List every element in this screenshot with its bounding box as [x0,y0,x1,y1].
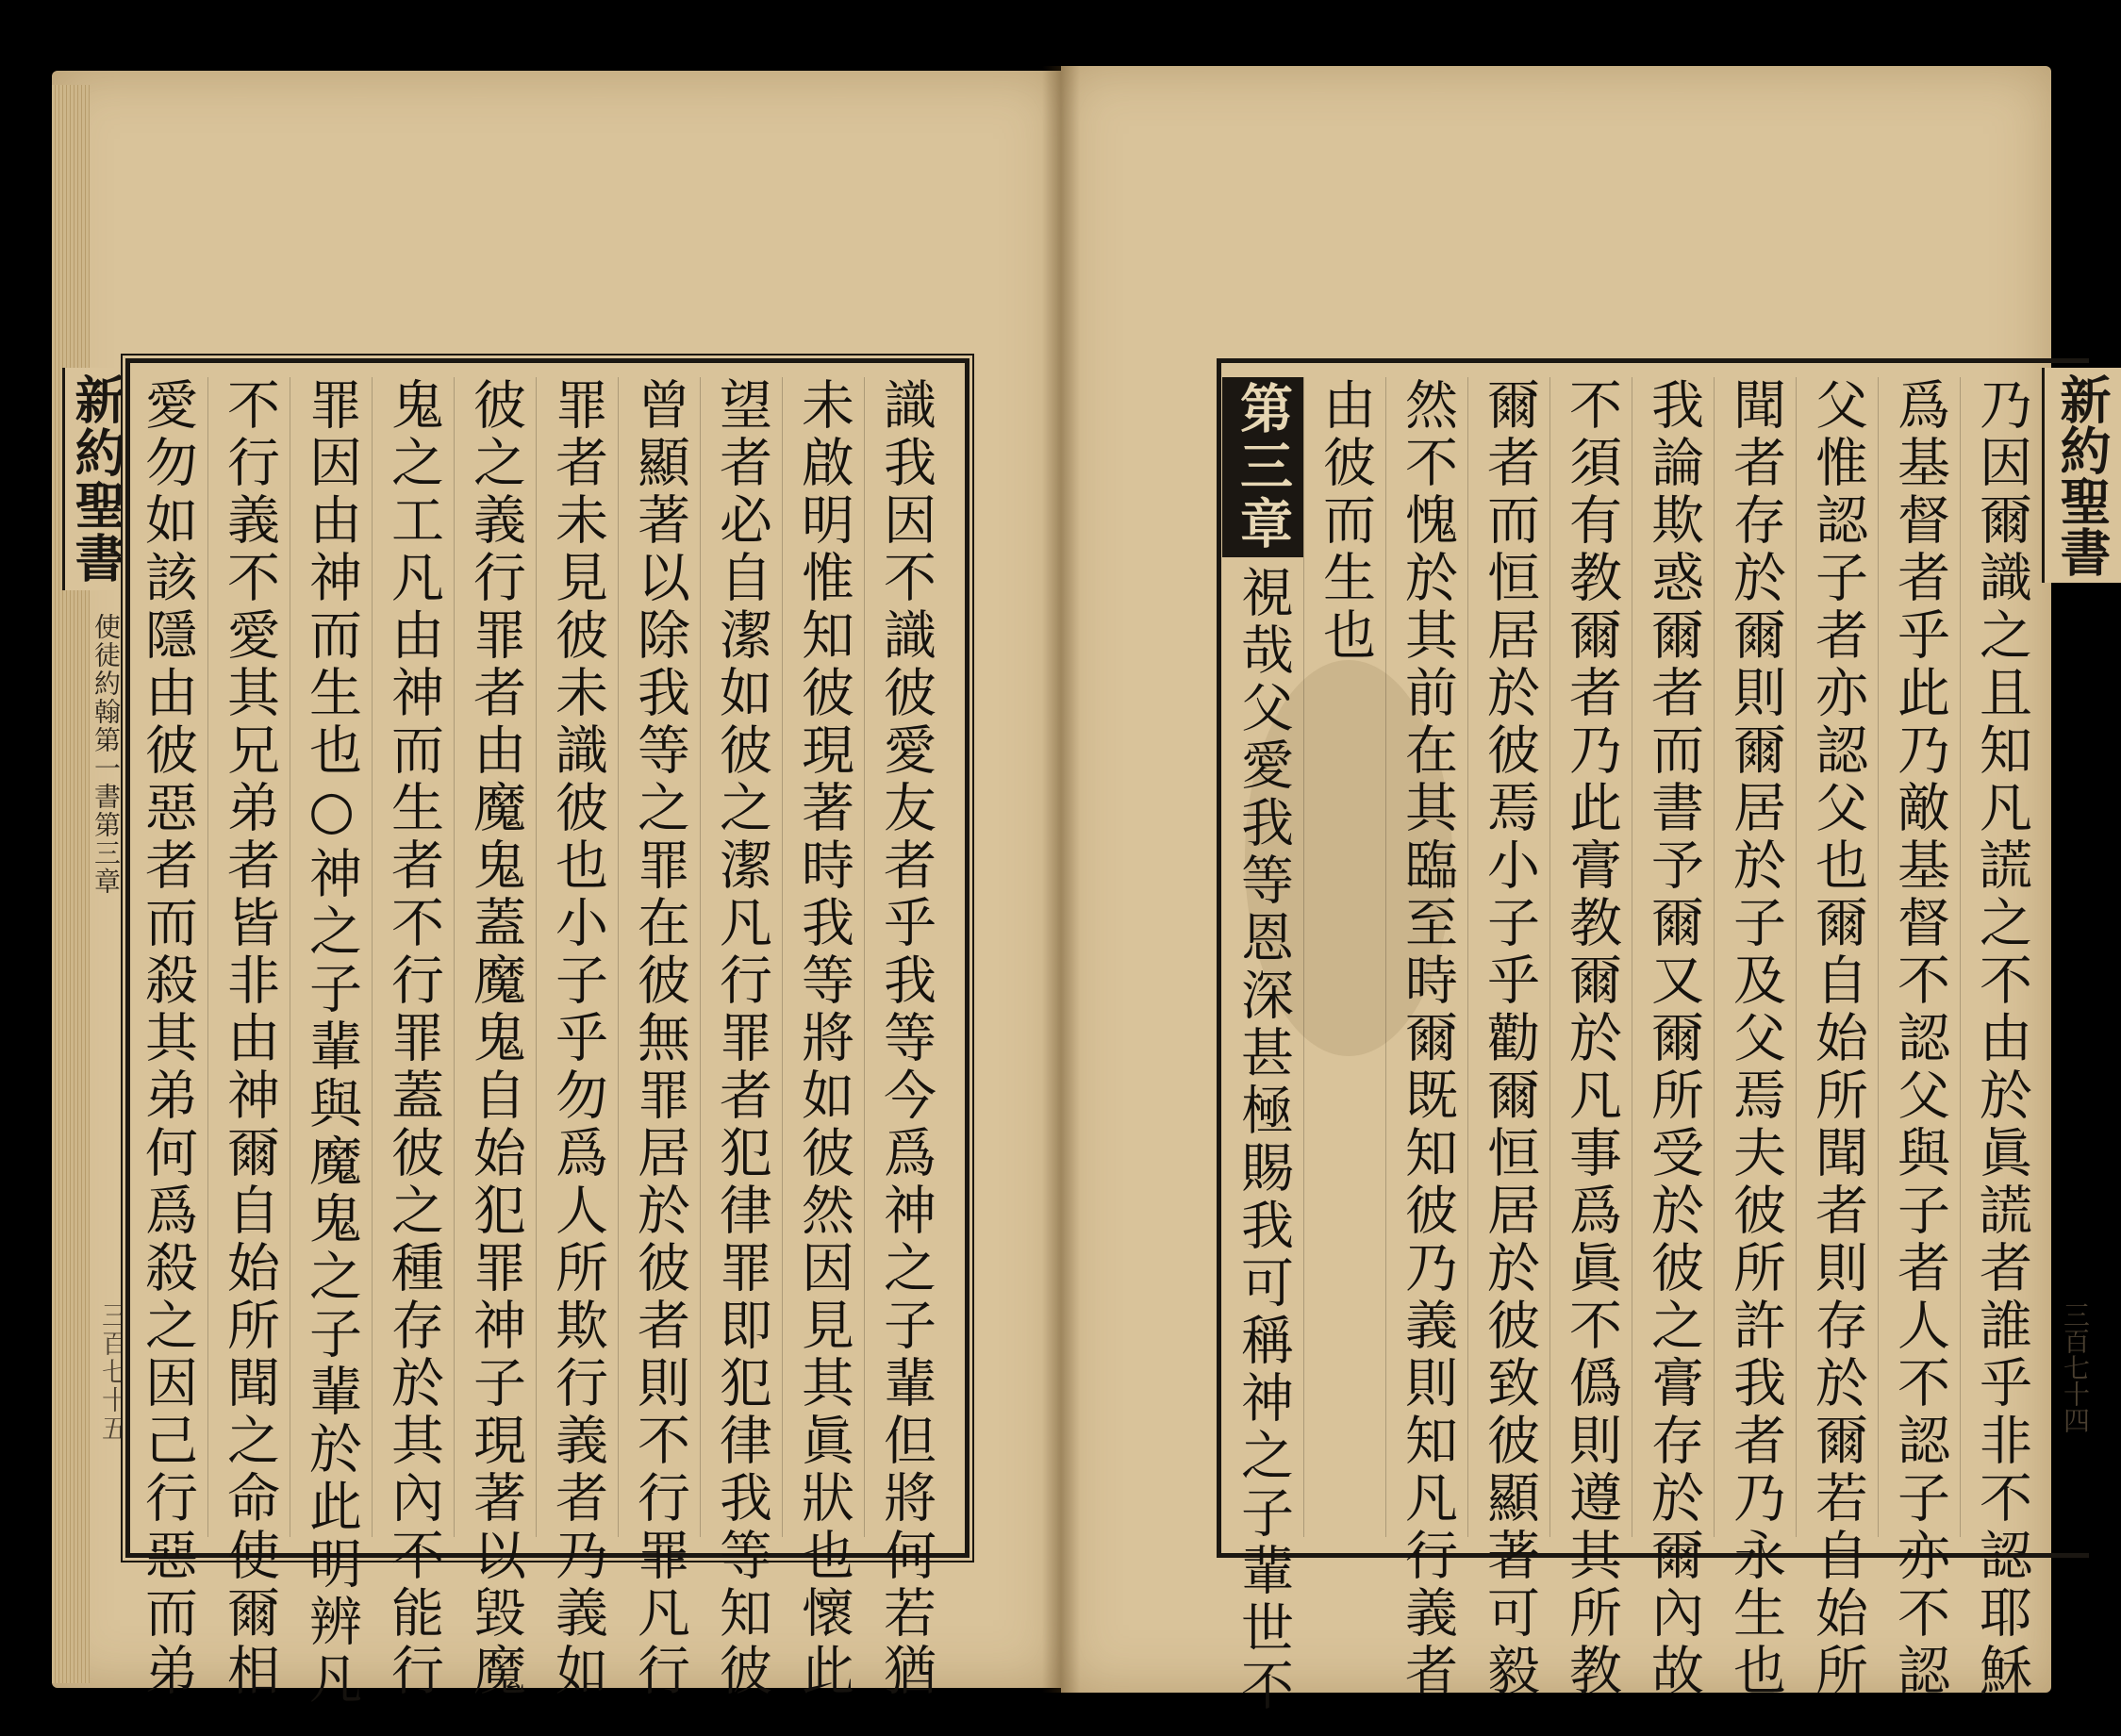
chapter-opening-text: 視哉父愛我等恩深甚極賜我可稱神之子輩世不 [1233,565,1294,1715]
left-text-column: 愛勿如該隱由彼惡者而殺其弟何爲殺之因己行惡而弟 [137,377,198,1700]
right-page-number: 三百七十四 [2060,1301,2091,1433]
left-text-column: 曾顯著以除我等之罪在彼無罪居於彼者則不行罪凡行 [618,377,700,1537]
left-text-block [137,377,946,1709]
right-text-column: 父惟認子者亦認父也爾自始所聞者則存於爾若自始所 [1796,377,1878,1537]
left-text-column: 鬼之工凡由神而生者不行罪蓋彼之種存於其內不能行 [372,377,454,1537]
right-text-column: 爾者而恒居於彼焉小子乎勸爾恒居於彼致彼顯著可毅 [1467,377,1549,1537]
right-text-column: 由彼而生也 [1303,377,1385,1537]
left-text-column: 罪因由神而生也○神之子輩與魔鬼之子輩於此明辨凡 [290,377,372,1537]
right-text-column: 爲基督者乎此乃敵基督不認父與子者人不認子亦不認 [1878,377,1960,1537]
right-text-block [1231,377,2042,1715]
left-text-column: 未啟明惟知彼現著時我等將如彼然因見其眞狀也懷此 [782,377,864,1537]
left-text-column: 罪者未見彼未識彼也小子乎勿爲人所欺行義者乃義如 [536,377,618,1537]
chapter-heading: 第三章 [1222,377,1303,557]
book-gutter [1042,66,1080,1693]
right-text-column: 聞者存於爾則爾居於子及父焉夫彼所許我者乃永生也 [1714,377,1796,1537]
left-text-column: 望者必自潔如彼之潔凡行罪者犯律罪即犯律我等知彼 [700,377,782,1537]
left-page-number: 三百七十五 [98,1301,129,1443]
right-text-column: 我論欺惑爾者而書予爾又爾所受於彼之膏存於爾內故 [1632,377,1714,1537]
right-book-title: 新約聖書 [2042,368,2121,583]
left-text-column: 彼之義行罪者由魔鬼蓋魔鬼自始犯罪神子現著以毀魔 [454,377,536,1537]
right-text-column: 然不愧於其前在其臨至時爾既知彼乃義則知凡行義者 [1385,377,1467,1537]
right-text-column: 不須有教爾者乃此膏教爾於凡事爲眞不僞則遵其所教 [1549,377,1632,1537]
left-book-title: 新約聖書 [62,368,129,590]
page-edges [52,85,90,1683]
left-text-column: 識我因不識彼愛友者乎我等今爲神之子輩但將何若猶 [864,377,946,1537]
right-chapter-column [1222,377,1303,1715]
left-chapter-ref: 使徒約翰第一書第三章 [91,613,122,896]
right-text-column: 乃因爾識之且知凡謊之不由於眞謊者誰乎非不認耶穌 [1960,377,2042,1537]
left-text-column: 不行義不愛其兄弟者皆非由神爾自始所聞之命使爾相 [207,377,290,1537]
